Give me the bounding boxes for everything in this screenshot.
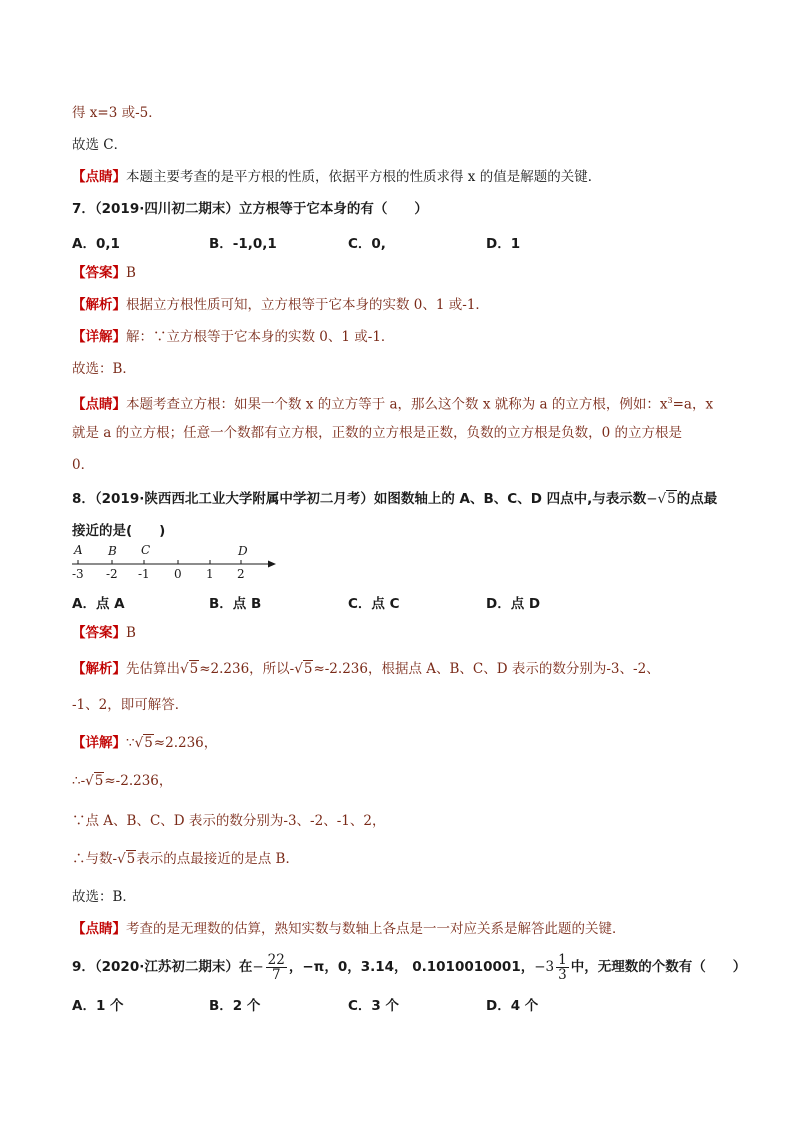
- dianjing-tag: 【点睛】: [72, 921, 126, 937]
- answer-tag: 【答案】: [72, 625, 126, 641]
- detail-text: ≈2.236，: [153, 735, 218, 751]
- q8-title-text: 8．（2019·陕西西北工业大学附属中学初二月考）如图数轴上的 A、B、C、D 四点中,与表示数: [72, 491, 647, 507]
- q7-choose: 故选：B．: [72, 361, 136, 377]
- q7-options: [72, 232, 752, 250]
- q7-answer: [72, 264, 136, 282]
- sqrt-symbol: √5: [117, 851, 136, 867]
- q7-option-a: A．0,1: [72, 236, 120, 252]
- q8-analysis-l1: [72, 660, 660, 678]
- tick-label-neg1: -1: [138, 567, 150, 580]
- q7-option-c: C．0,: [348, 236, 386, 252]
- mixed-number-whole: −3: [534, 959, 555, 975]
- answer-tag: 【答案】: [72, 265, 126, 281]
- q7-option-d: D．1: [486, 236, 521, 252]
- q8-dianjing: [72, 920, 626, 938]
- dianjing-text: 考查的是无理数的估算，熟知实数与数轴上各点是一一对应关系是解答此题的关键．: [126, 921, 626, 937]
- q8-analysis-l2: -1、2，即可解答．: [72, 697, 189, 713]
- q7-detail: [72, 328, 394, 346]
- dianjing-text: 本题主要考查的是平方根的性质，依据平方根的性质求得 x 的值是解题的关键．: [126, 169, 602, 185]
- step-text: 表示的点最接近的是点 B．: [136, 851, 299, 867]
- sqrt-symbol: √5: [134, 735, 153, 751]
- q7-title: 7．（2019·四川初二期末）立方根等于它本身的有（ ）: [72, 201, 428, 217]
- q8-detail: [72, 734, 217, 752]
- q8-step2: [72, 772, 172, 790]
- denominator: 7: [271, 966, 281, 983]
- arrow-head-icon: [268, 561, 276, 568]
- tick-label-neg2: -2: [106, 567, 118, 580]
- because-symbol: ∵: [126, 735, 135, 751]
- numerator: 1: [558, 951, 567, 968]
- radicand: 5: [303, 661, 313, 677]
- q7-dianjing-l1: [72, 392, 713, 414]
- q8-title-tail: 的点最: [676, 491, 718, 507]
- q9-title-tail: 中，无理数的个数有（ ）: [570, 959, 747, 975]
- superscript-3: 3: [667, 396, 673, 405]
- sqrt-symbol: √5: [85, 773, 104, 789]
- q9-option-d: D．4 个: [486, 998, 539, 1014]
- analysis-text: 先估算出: [126, 661, 180, 677]
- analysis-text-mid: ≈2.236，所以-: [199, 661, 295, 677]
- answer-value: B: [126, 625, 136, 641]
- q9-title: [72, 952, 746, 982]
- q8-step4: [72, 850, 299, 868]
- tick-label-2: 2: [237, 567, 245, 580]
- q8-choose: 故选：B．: [72, 889, 136, 905]
- step-text: ≈-2.236，: [104, 773, 173, 789]
- analysis-tag: 【解析】: [72, 661, 126, 677]
- sqrt-symbol: √5: [294, 661, 313, 677]
- q8-options: [72, 592, 752, 610]
- q8-title-l2: 接近的是( ): [72, 523, 166, 539]
- point-label-c: C: [141, 543, 151, 557]
- prev-choose-line: 故选 C．: [72, 137, 128, 153]
- fraction-1-3: [556, 953, 569, 982]
- dianjing-text-tail: =a，x: [672, 396, 714, 413]
- point-label-d: D: [238, 544, 248, 558]
- radicand: 5: [126, 851, 136, 867]
- tick-label-0: 0: [174, 567, 182, 580]
- prev-dianjing: [72, 168, 601, 186]
- numerator: 22: [267, 951, 285, 968]
- detail-text: 解：∵立方根等于它本身的实数 0、1 或-1．: [126, 329, 395, 345]
- point-label-a: A: [74, 543, 83, 557]
- tick-label-neg3: -3: [72, 567, 84, 580]
- answer-value: B: [126, 265, 136, 281]
- q7-option-b: B．-1,0,1: [209, 236, 277, 252]
- q9-number-list: ，−π，0，3.14， 0.1010010001，: [288, 959, 535, 975]
- number-line-figure: [70, 540, 290, 580]
- detail-tag: 【详解】: [72, 329, 126, 345]
- dianjing-tag: 【点睛】: [72, 169, 126, 185]
- dianjing-text: 本题考查立方根：如果一个数 x 的立方等于 a，那么这个数 x 就称为 a 的立方根，例如：x: [126, 396, 668, 413]
- fraction-22-7: [266, 953, 287, 982]
- radicand: 5: [189, 661, 199, 677]
- minus-sign: −: [646, 491, 658, 507]
- therefore-text: ∴与数-: [72, 851, 118, 867]
- q8-title-l1: [72, 490, 717, 508]
- dianjing-tag: 【点睛】: [72, 396, 126, 413]
- q8-step3: ∵点 A、B、C、D 表示的数分别为-3、-2、-1、2，: [72, 813, 386, 829]
- radicand: 5: [144, 735, 153, 751]
- q8-answer: [72, 624, 136, 642]
- q8-option-b: B．点 B: [209, 596, 262, 612]
- q9-option-b: B．2 个: [209, 998, 261, 1014]
- minus-sign: −: [252, 959, 264, 975]
- analysis-tag: 【解析】: [72, 297, 126, 313]
- q7-dianjing-l2: 就是 a 的立方根；任意一个数都有立方根，正数的立方根是正数，负数的立方根是负数，0 的立方根是: [72, 425, 683, 441]
- analysis-text-tail: ≈-2.236，根据点 A、B、C、D 表示的数分别为-3、-2、: [313, 661, 660, 677]
- denominator: 3: [558, 966, 567, 983]
- q8-option-d: D．点 D: [486, 596, 541, 612]
- q9-title-text: 9．（2020·江苏初二期末）在: [72, 959, 253, 975]
- sqrt-symbol: √5: [657, 491, 676, 507]
- tick-label-1: 1: [206, 567, 214, 580]
- therefore-text: ∴-: [72, 773, 86, 789]
- q8-option-a: A．点 A: [72, 596, 125, 612]
- sqrt-symbol: √5: [180, 661, 199, 677]
- q9-option-c: C．3 个: [348, 998, 400, 1014]
- point-label-b: B: [108, 544, 117, 558]
- q9-options: [72, 994, 752, 1012]
- q8-option-c: C．点 C: [348, 596, 400, 612]
- prev-answer-line: 得 x=3 或-5．: [72, 105, 162, 121]
- q7-analysis: [72, 296, 489, 314]
- detail-tag: 【详解】: [72, 735, 126, 751]
- radicand: 5: [94, 773, 104, 789]
- q7-dianjing-l3: 0．: [72, 457, 95, 473]
- analysis-text: 根据立方根性质可知，立方根等于它本身的实数 0、1 或-1．: [126, 297, 489, 313]
- radicand: 5: [667, 491, 676, 507]
- q9-option-a: A．1 个: [72, 998, 124, 1014]
